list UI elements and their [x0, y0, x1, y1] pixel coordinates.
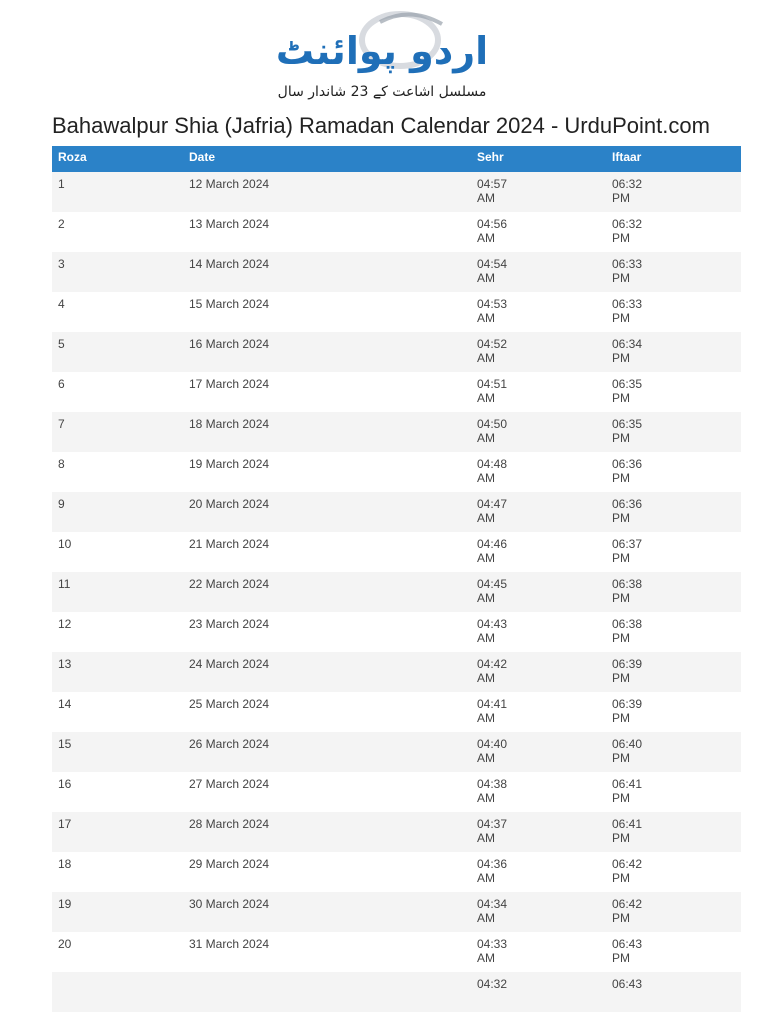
date-text: 14 March 2024 — [189, 257, 270, 271]
iftaar-cell — [606, 932, 741, 972]
sehr-time: 04:56 — [477, 217, 508, 231]
roza-cell — [52, 772, 183, 812]
date-cell — [183, 732, 471, 772]
urdupoint-logo[interactable] — [275, 8, 489, 104]
iftaar-cell — [606, 452, 741, 492]
iftaar-cell — [606, 692, 741, 732]
sehr-time: 04:40 — [477, 737, 508, 751]
table-row — [52, 332, 741, 372]
iftaar-time: 06:39 — [612, 697, 643, 711]
date-cell — [183, 532, 471, 572]
table-row — [52, 692, 741, 732]
iftaar-time: 06:33 — [612, 297, 643, 311]
sehr-cell — [471, 252, 606, 292]
sehr-cell — [471, 972, 606, 1012]
sehr-cell — [471, 532, 606, 572]
iftaar-cell — [606, 972, 741, 1012]
roza-cell — [52, 812, 183, 852]
sehr-cell — [471, 932, 606, 972]
date-cell — [183, 612, 471, 652]
sehr-time: 04:53 — [477, 297, 508, 311]
roza-cell — [52, 732, 183, 772]
roza-cell — [52, 572, 183, 612]
iftaar-cell — [606, 372, 741, 412]
iftaar-ampm: PM — [612, 470, 630, 485]
table-row — [52, 612, 741, 652]
urdupoint-logo-graphic — [275, 8, 489, 104]
iftaar-time: 06:35 — [612, 417, 643, 431]
iftaar-ampm: PM — [612, 870, 630, 885]
iftaar-ampm: PM — [612, 550, 630, 565]
sehr-time: 04:48 — [477, 457, 508, 471]
date-text: 12 March 2024 — [189, 177, 270, 191]
table-row — [52, 852, 741, 892]
roza-cell — [52, 212, 183, 252]
date-text: 29 March 2024 — [189, 857, 270, 871]
date-cell — [183, 332, 471, 372]
roza-number: 19 — [58, 897, 72, 911]
roza-cell — [52, 412, 183, 452]
sehr-cell — [471, 652, 606, 692]
table-row — [52, 892, 741, 932]
sehr-ampm: AM — [477, 630, 495, 645]
iftaar-time: 06:38 — [612, 577, 643, 591]
sehr-cell — [471, 332, 606, 372]
table-row — [52, 732, 741, 772]
date-text: 15 March 2024 — [189, 297, 270, 311]
table-row — [52, 292, 741, 332]
sehr-ampm: AM — [477, 830, 495, 845]
iftaar-cell — [606, 252, 741, 292]
sehr-ampm: AM — [477, 670, 495, 685]
date-text: 17 March 2024 — [189, 377, 270, 391]
table-row — [52, 372, 741, 412]
iftaar-time: 06:40 — [612, 737, 643, 751]
table-row — [52, 932, 741, 972]
ramadan-calendar-table — [52, 146, 741, 1012]
date-text: 22 March 2024 — [189, 577, 270, 591]
roza-cell — [52, 932, 183, 972]
sehr-cell — [471, 892, 606, 932]
iftaar-time: 06:38 — [612, 617, 643, 631]
table-row — [52, 572, 741, 612]
iftaar-ampm: PM — [612, 590, 630, 605]
table-row — [52, 492, 741, 532]
sehr-cell — [471, 772, 606, 812]
date-cell — [183, 932, 471, 972]
iftaar-ampm: PM — [612, 190, 630, 205]
sehr-cell — [471, 412, 606, 452]
sehr-cell — [471, 292, 606, 332]
roza-number: 16 — [58, 777, 72, 791]
sehr-cell — [471, 732, 606, 772]
roza-cell — [52, 852, 183, 892]
sehr-time: 04:33 — [477, 937, 508, 951]
sehr-time: 04:50 — [477, 417, 508, 431]
roza-cell — [52, 492, 183, 532]
date-cell — [183, 972, 471, 1012]
iftaar-cell — [606, 612, 741, 652]
roza-cell — [52, 692, 183, 732]
iftaar-ampm: PM — [612, 390, 630, 405]
iftaar-ampm: PM — [612, 950, 630, 965]
date-text: 27 March 2024 — [189, 777, 270, 791]
date-cell — [183, 772, 471, 812]
roza-cell — [52, 892, 183, 932]
date-text: 26 March 2024 — [189, 737, 270, 751]
sehr-ampm: AM — [477, 750, 495, 765]
iftaar-cell — [606, 812, 741, 852]
iftaar-cell — [606, 212, 741, 252]
table-row — [52, 772, 741, 812]
roza-number: 4 — [58, 297, 65, 311]
sehr-cell — [471, 452, 606, 492]
column-header-date: Date — [183, 146, 471, 172]
roza-number: 1 — [58, 177, 65, 191]
iftaar-time: 06:32 — [612, 177, 643, 191]
roza-number: 6 — [58, 377, 65, 391]
sehr-cell — [471, 172, 606, 212]
table-row — [52, 972, 741, 1012]
sehr-cell — [471, 492, 606, 532]
iftaar-time: 06:39 — [612, 657, 643, 671]
date-cell — [183, 852, 471, 892]
date-cell — [183, 372, 471, 412]
roza-number: 7 — [58, 417, 65, 431]
iftaar-time: 06:33 — [612, 257, 643, 271]
iftaar-time: 06:36 — [612, 497, 643, 511]
sehr-ampm: AM — [477, 350, 495, 365]
iftaar-time: 06:36 — [612, 457, 643, 471]
sehr-ampm: AM — [477, 390, 495, 405]
date-cell — [183, 172, 471, 212]
roza-cell — [52, 972, 183, 1012]
date-cell — [183, 212, 471, 252]
date-text: 31 March 2024 — [189, 937, 270, 951]
date-cell — [183, 692, 471, 732]
iftaar-cell — [606, 332, 741, 372]
iftaar-cell — [606, 772, 741, 812]
sehr-time: 04:54 — [477, 257, 508, 271]
sehr-time: 04:38 — [477, 777, 508, 791]
roza-number: 10 — [58, 537, 72, 551]
iftaar-cell — [606, 172, 741, 212]
sehr-time: 04:36 — [477, 857, 508, 871]
iftaar-time: 06:34 — [612, 337, 643, 351]
roza-number: 18 — [58, 857, 72, 871]
iftaar-time: 06:43 — [612, 977, 643, 991]
table-row — [52, 812, 741, 852]
iftaar-ampm: PM — [612, 710, 630, 725]
sehr-ampm: AM — [477, 950, 495, 965]
sehr-time: 04:51 — [477, 377, 508, 391]
date-cell — [183, 812, 471, 852]
date-text: 30 March 2024 — [189, 897, 270, 911]
sehr-time: 04:43 — [477, 617, 508, 631]
iftaar-time: 06:41 — [612, 817, 643, 831]
iftaar-cell — [606, 892, 741, 932]
column-header-roza: Roza — [52, 146, 183, 172]
sehr-ampm: AM — [477, 870, 495, 885]
iftaar-ampm: PM — [612, 750, 630, 765]
date-cell — [183, 252, 471, 292]
date-text: 21 March 2024 — [189, 537, 270, 551]
iftaar-time: 06:42 — [612, 857, 643, 871]
iftaar-time: 06:41 — [612, 777, 643, 791]
date-text: 20 March 2024 — [189, 497, 270, 511]
date-cell — [183, 292, 471, 332]
iftaar-ampm: PM — [612, 310, 630, 325]
date-text: 23 March 2024 — [189, 617, 270, 631]
sehr-time: 04:46 — [477, 537, 508, 551]
sehr-time: 04:32 — [477, 977, 508, 991]
roza-cell — [52, 612, 183, 652]
iftaar-cell — [606, 852, 741, 892]
table-header-row — [52, 146, 741, 172]
sehr-ampm: AM — [477, 230, 495, 245]
sehr-cell — [471, 572, 606, 612]
iftaar-cell — [606, 532, 741, 572]
roza-number: 20 — [58, 937, 72, 951]
roza-cell — [52, 532, 183, 572]
roza-number: 8 — [58, 457, 65, 471]
roza-number: 13 — [58, 657, 72, 671]
iftaar-cell — [606, 412, 741, 452]
iftaar-ampm: PM — [612, 350, 630, 365]
sehr-time: 04:42 — [477, 657, 508, 671]
sehr-cell — [471, 812, 606, 852]
sehr-time: 04:37 — [477, 817, 508, 831]
sehr-ampm: AM — [477, 270, 495, 285]
sehr-ampm: AM — [477, 790, 495, 805]
roza-number: 14 — [58, 697, 72, 711]
sehr-ampm: AM — [477, 910, 495, 925]
iftaar-ampm: PM — [612, 830, 630, 845]
iftaar-time: 06:43 — [612, 937, 643, 951]
iftaar-cell — [606, 292, 741, 332]
roza-cell — [52, 652, 183, 692]
sehr-cell — [471, 212, 606, 252]
sehr-ampm: AM — [477, 590, 495, 605]
column-header-iftaar: Iftaar — [606, 146, 741, 172]
sehr-ampm: AM — [477, 190, 495, 205]
iftaar-ampm: PM — [612, 430, 630, 445]
date-cell — [183, 412, 471, 452]
sehr-time: 04:45 — [477, 577, 508, 591]
roza-number: 3 — [58, 257, 65, 271]
iftaar-ampm: PM — [612, 910, 630, 925]
date-cell — [183, 892, 471, 932]
iftaar-ampm: PM — [612, 510, 630, 525]
table-row — [52, 452, 741, 492]
roza-cell — [52, 452, 183, 492]
table-body — [52, 172, 741, 1012]
iftaar-cell — [606, 732, 741, 772]
roza-number: 2 — [58, 217, 65, 231]
iftaar-time: 06:37 — [612, 537, 643, 551]
iftaar-time: 06:35 — [612, 377, 643, 391]
iftaar-cell — [606, 652, 741, 692]
table-row — [52, 532, 741, 572]
date-text: 24 March 2024 — [189, 657, 270, 671]
date-text: 18 March 2024 — [189, 417, 270, 431]
roza-number: 11 — [58, 577, 71, 591]
iftaar-time: 06:32 — [612, 217, 643, 231]
table-row — [52, 652, 741, 692]
logo-wordmark: اردو پوائنٹ — [275, 29, 489, 73]
iftaar-time: 06:42 — [612, 897, 643, 911]
date-cell — [183, 652, 471, 692]
iftaar-ampm: PM — [612, 230, 630, 245]
date-text: 16 March 2024 — [189, 337, 270, 351]
sehr-time: 04:57 — [477, 177, 508, 191]
roza-number: 17 — [58, 817, 72, 831]
table-row — [52, 212, 741, 252]
sehr-cell — [471, 372, 606, 412]
roza-cell — [52, 172, 183, 212]
sehr-ampm: AM — [477, 550, 495, 565]
table-row — [52, 172, 741, 212]
sehr-cell — [471, 852, 606, 892]
sehr-ampm: AM — [477, 510, 495, 525]
date-text: 28 March 2024 — [189, 817, 270, 831]
roza-cell — [52, 372, 183, 412]
sehr-ampm: AM — [477, 710, 495, 725]
sehr-time: 04:41 — [477, 697, 508, 711]
roza-number: 15 — [58, 737, 72, 751]
table-row — [52, 412, 741, 452]
sehr-cell — [471, 612, 606, 652]
iftaar-ampm: PM — [612, 630, 630, 645]
iftaar-ampm: PM — [612, 670, 630, 685]
roza-cell — [52, 292, 183, 332]
sehr-time: 04:52 — [477, 337, 508, 351]
iftaar-cell — [606, 572, 741, 612]
roza-cell — [52, 332, 183, 372]
column-header-sehr: Sehr — [471, 146, 606, 172]
date-cell — [183, 572, 471, 612]
logo-tagline: مسلسل اشاعت کے 23 شاندار سال — [277, 84, 487, 100]
roza-number: 9 — [58, 497, 65, 511]
date-cell — [183, 452, 471, 492]
iftaar-cell — [606, 492, 741, 532]
sehr-time: 04:34 — [477, 897, 508, 911]
sehr-ampm: AM — [477, 470, 495, 485]
roza-cell — [52, 252, 183, 292]
date-text: 19 March 2024 — [189, 457, 270, 471]
iftaar-ampm: PM — [612, 790, 630, 805]
sehr-ampm: AM — [477, 430, 495, 445]
page-title: Bahawalpur Shia (Jafria) Ramadan Calendar 2024 - UrduPoint.com — [52, 113, 710, 138]
table-row — [52, 252, 741, 292]
sehr-cell — [471, 692, 606, 732]
date-cell — [183, 492, 471, 532]
iftaar-ampm: PM — [612, 270, 630, 285]
roza-number: 12 — [58, 617, 72, 631]
sehr-time: 04:47 — [477, 497, 508, 511]
date-text: 13 March 2024 — [189, 217, 270, 231]
sehr-ampm: AM — [477, 310, 495, 325]
date-text: 25 March 2024 — [189, 697, 270, 711]
roza-number: 5 — [58, 337, 65, 351]
